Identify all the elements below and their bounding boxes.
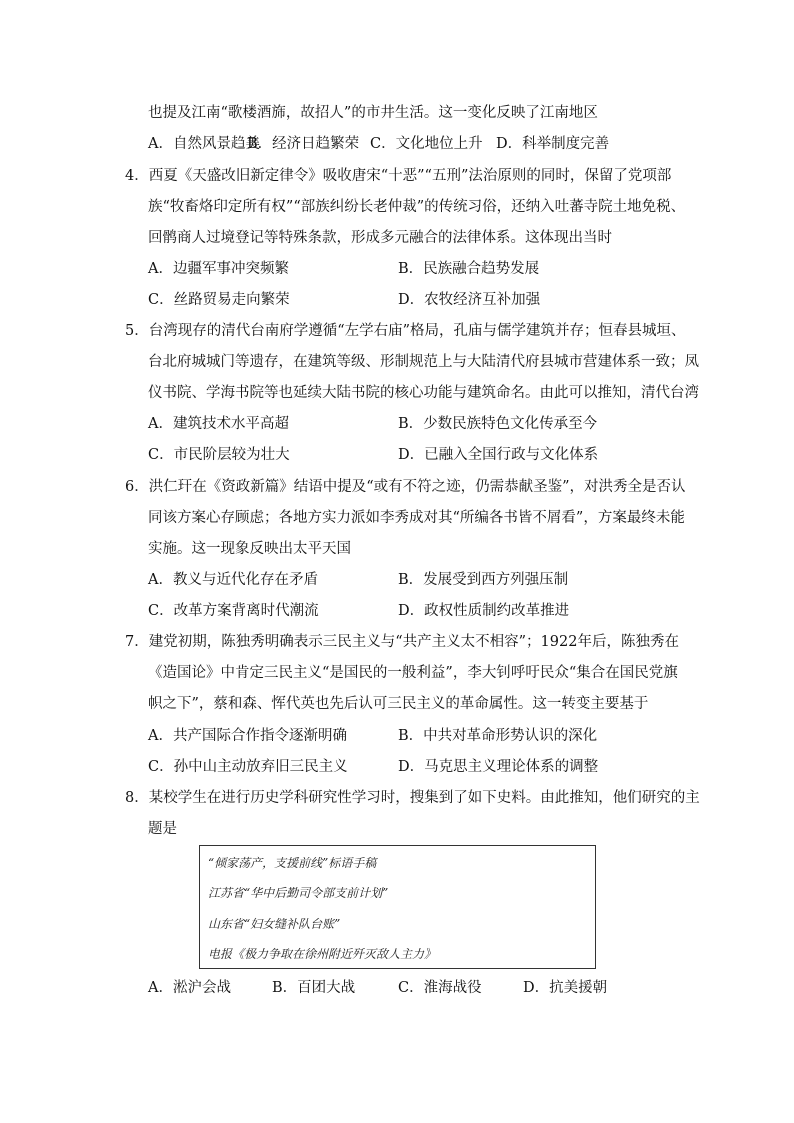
q5-stem-line-3: 仪书院、学海书院等也延续大陆书院的核心功能与建筑命名。由此可以推知，清代台湾	[148, 385, 699, 401]
q4-stem-line-2: 族“牧畜烙印定所有权”“部族纠纷长老仲裁”的传统习俗，还纳入吐蕃寺院土地免税、	[148, 199, 686, 215]
q8-stem-line-2: 题是	[148, 821, 177, 837]
q4-stem-line-1: 4．西夏《天盛改旧新定律令》吸收唐宋“十恶”“五刑”法治原则的同时，保留了党项部	[125, 168, 672, 184]
q6-option-a: A．教义与近代化存在矛盾	[148, 572, 318, 588]
q8-option-d: D．抗美援朝	[523, 980, 608, 996]
q3-option-b: B．经济日趋繁荣	[247, 136, 360, 152]
q7-stem-line-2: 《造国论》中肯定三民主义“是国民的一般利益”，李大钊呼吁民众“集合在国民党旗	[148, 665, 678, 681]
q4-option-b: B．民族融合趋势发展	[398, 261, 540, 277]
q8-option-b: B．百团大战	[272, 980, 356, 996]
q5-option-c: C．市民阶层较为壮大	[148, 447, 290, 463]
q8-stem-line-1: 8．某校学生在进行历史学科研究性学习时，搜集到了如下史料。由此推知，他们研究的主	[125, 790, 700, 806]
q6-option-c: C．改革方案背离时代潮流	[148, 603, 319, 619]
q5-option-b: B．少数民族特色文化传承至今	[398, 416, 598, 432]
q4-option-a: A．边疆军事冲突频繁	[148, 261, 289, 277]
q6-stem-line-3: 实施。这一现象反映出太平天国	[148, 541, 351, 557]
q5-stem-line-1: 5．台湾现存的清代台南府学遵循“左学右庙”格局，孔庙与儒学建筑并存；恒春县城垣、	[125, 323, 686, 339]
q5-option-d: D．已融入全国行政与文化体系	[398, 447, 599, 463]
q4-option-d: D．农牧经济互补加强	[398, 292, 541, 308]
source-item-1: “倾家荡产，支援前线”标语手稿	[208, 856, 377, 870]
source-item-2: 江苏省“华中后勤司令部支前计划”	[208, 886, 389, 900]
q8-option-c: C．淮海战役	[398, 980, 482, 996]
q3-option-d: D．科举制度完善	[496, 136, 610, 152]
q6-option-b: B．发展受到西方列强压制	[398, 572, 569, 588]
q5-stem-line-2: 台北府城城门等遗存，在建筑等级、形制规范上与大陆清代府县城市营建体系一致；凤	[148, 354, 699, 370]
q4-stem-line-3: 回鹘商人过境登记等特殊条款，形成多元融合的法律体系。这体现出当时	[148, 230, 612, 246]
q7-option-c: C．孙中山主动放弃旧三民主义	[148, 759, 348, 775]
q3-line-end: 也提及江南“歌楼酒旆，故招人”的市井生活。这一变化反映了江南地区	[148, 105, 598, 121]
source-item-4: 电报《极力争取在徐州附近歼灭敌人主力》	[208, 947, 437, 961]
source-material-box	[199, 845, 596, 969]
q7-option-b: B．中共对革命形势认识的深化	[398, 728, 598, 744]
q5-option-a: A．建筑技术水平高超	[148, 416, 289, 432]
q7-option-a: A．共产国际合作指令逐渐明确	[148, 728, 347, 744]
q6-stem-line-1: 6．洪仁玕在《资政新篇》结语中提及“或有不符之迹，仍需恭献圣鉴”，对洪秀全是否认	[125, 479, 686, 495]
q7-stem-line-1: 7．建党初期，陈独秀明确表示三民主义与“共产主义太不相容”；1922年后，陈独秀在	[125, 634, 679, 650]
q4-option-c: C．丝路贸易走向繁荣	[148, 292, 290, 308]
q7-option-d: D．马克思主义理论体系的调整	[398, 759, 599, 775]
q3-option-c: C．文化地位上升	[370, 136, 483, 152]
q3-option-a: A．自然风景趋美	[148, 136, 260, 152]
source-item-3: 山东省“妇女缝补队台账”	[208, 917, 341, 931]
q6-option-d: D．政权性质制约改革推进	[398, 603, 570, 619]
q7-stem-line-3: 帜之下”，蔡和森、恽代英也先后认可三民主义的革命属性。这一转变主要基于	[148, 696, 649, 712]
q8-option-a: A．淞沪会战	[148, 980, 231, 996]
q6-stem-line-2: 同该方案心存顾虑；各地方实力派如李秀成对其“所编各书皆不屑看”，方案最终未能	[148, 510, 685, 526]
